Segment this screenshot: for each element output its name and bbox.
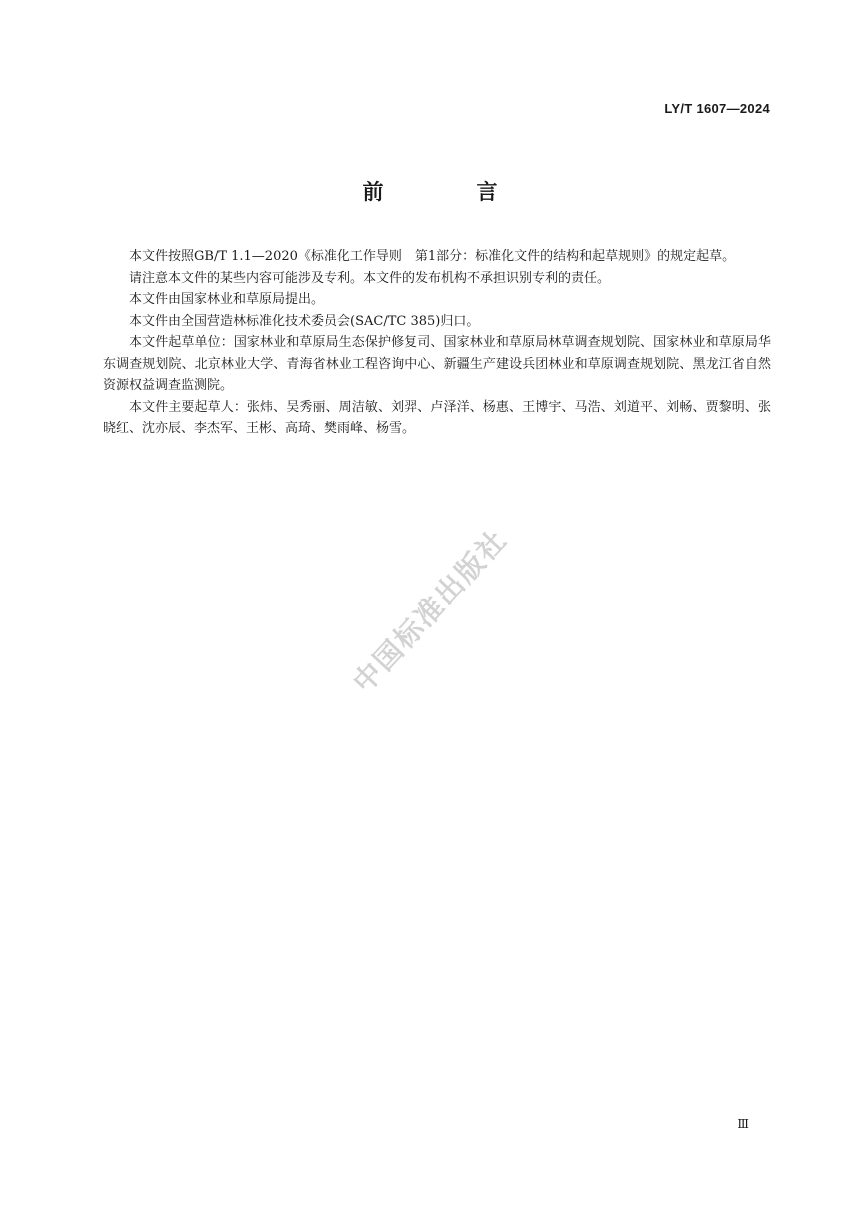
- paragraph-proposer: 本文件由国家林业和草原局提出。: [129, 292, 325, 307]
- page-title: 前 言: [362, 180, 534, 204]
- paragraph-drafting-units: 本文件起草单位：国家林业和草原局生态保护修复司、国家林业和草原局林草调查规划院、国家林业和草原局华东调查规划院、北京林业大学、青海省林业工程咨询中心、新疆生产建设兵团林业和草原调查规划院、黑龙江省自然资源权益调查监测院。: [103, 335, 771, 393]
- paragraph-responsible-committee: 本文件由全国营造林标准化技术委员会(SAC/TC 385)归口。: [129, 313, 480, 329]
- paragraph-drafting-rules: 本文件按照GB/T 1.1—2020《标准化工作导则 第1部分：标准化文件的结构和起草规则》的规定起草。: [129, 249, 736, 264]
- publisher-watermark: 中国标准出版社: [346, 522, 514, 700]
- standard-code: LY/T 1607—2024: [664, 101, 770, 116]
- page-number: Ⅲ: [737, 1117, 749, 1131]
- paragraph-drafters: 本文件主要起草人：张炜、吴秀丽、周洁敏、刘羿、卢泽洋、杨惠、王博宇、马浩、刘道平、刘畅、贾黎明、张晓红、沈亦辰、李杰军、王彬、高琦、樊雨峰、杨雪。: [103, 399, 771, 436]
- foreword-body: [103, 246, 771, 440]
- paragraph-patent-notice: 请注意本文件的某些内容可能涉及专利。本文件的发布机构不承担识别专利的责任。: [129, 270, 611, 286]
